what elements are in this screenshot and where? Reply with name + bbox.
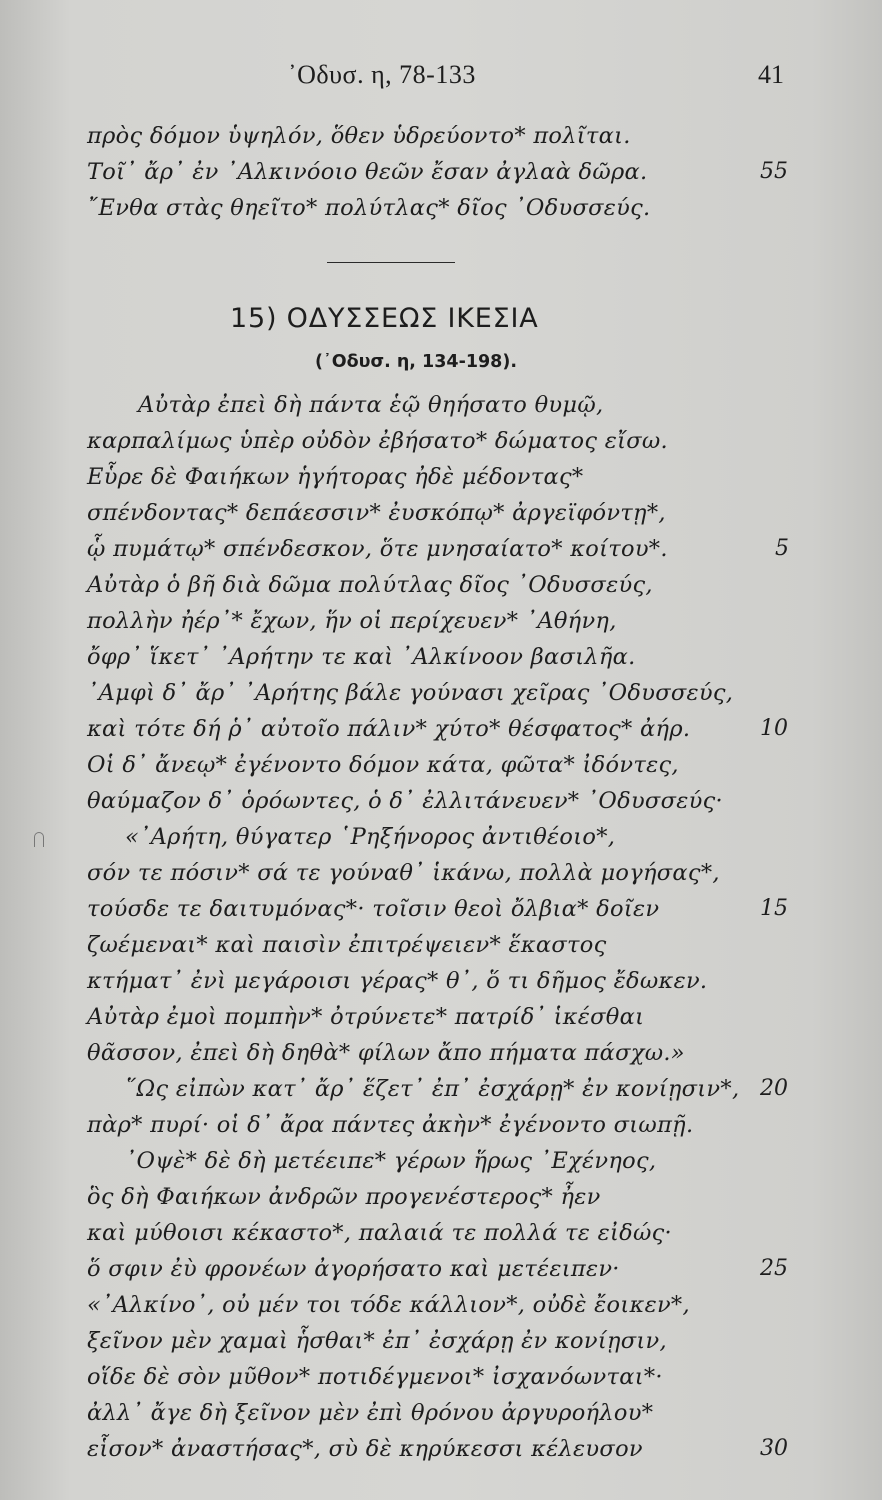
line-number: 15 [760,896,788,921]
verse-line [0,1148,882,1182]
verse-text: θᾶσσον, ἐπεὶ δὴ δηθὰ* φίλων ἄπο πήματα πάσχω.» [87,1040,685,1066]
verse-line [0,788,882,822]
verse-line [0,1436,882,1470]
line-number: 30 [760,1436,788,1461]
verse-text: καὶ τότε δή ῥ᾿ αὐτοῖο πάλιν* χύτο* θέσφατος* ἀήρ. [87,716,691,742]
verse-text: ᾧ πυμάτῳ* σπένδεσκον, ὅτε μνησαίατο* κοίτου*. [87,536,668,562]
verse-line [0,752,882,786]
verse-line [0,608,882,642]
verse-text: εἷσον* ἀναστήσας*, σὺ δὲ κηρύκεσσι κέλευσον [87,1436,643,1462]
verse-text: Αὐτὰρ ἐμοὶ πομπὴν* ὀτρύνετε* πατρίδ᾿ ἱκέσθαι [87,1004,645,1030]
verse-line [0,932,882,966]
verse-line [0,195,882,229]
line-number: 5 [775,536,789,561]
verse-text: «᾿Αλκίνο᾿, οὐ μέν τοι τόδε κάλλιον*, οὐδὲ ἔοικεν*, [87,1292,690,1318]
line-number: 25 [760,1256,788,1281]
verse-text: πολλὴν ἠέρ᾿* ἔχων, ἥν οἱ περίχευεν* ᾿Αθήνη, [87,608,617,634]
verse-text: καὶ μύθοισι κέκαστο*, παλαιά τε πολλά τε εἰδώς· [87,1220,672,1246]
verse-line [0,1112,882,1146]
verse-text: ξεῖνον μὲν χαμαὶ ἧσθαι* ἐπ᾿ ἐσχάρῃ ἐν κονίῃσιν, [87,1328,667,1354]
verse-text: ῞Ως εἰπὼν κατ᾿ ἄρ᾿ ἕζετ᾿ ἐπ᾿ ἐσχάρῃ* ἐν κονίῃσιν*, [125,1076,740,1102]
verse-text: πὰρ* πυρί· οἱ δ᾿ ἄρα πάντες ἀκὴν* ἐγένοντο σιωπῇ. [87,1112,694,1138]
section-reference: (᾿Οδυσ. η, 134-198). [315,352,518,372]
verse-text: Εὗρε δὲ Φαιήκων ἡγήτορας ἠδὲ μέδοντας* [87,464,584,490]
verse-line [0,896,882,930]
verse-text: σπένδοντας* δεπάεσσιν* ἐυσκόπῳ* ἀργεϊφόντῃ*, [87,500,666,526]
verse-line [0,572,882,606]
verse-line [0,1400,882,1434]
verse-text: Αὐτὰρ ὁ βῆ διὰ δῶμα πολύτλας δῖος ᾿Οδυσσεύς, [87,572,653,598]
verse-line [0,824,882,858]
page-number: 41 [758,60,784,89]
verse-text: ῎Ενθα στὰς θηεῖτο* πολύτλας* δῖος ᾿Οδυσσεύς. [87,195,651,221]
line-number: 20 [760,1076,788,1101]
verse-line [0,392,882,426]
verse-text: ζωέμεναι* καὶ παισὶν ἐπιτρέψειεν* ἕκαστος [87,932,607,958]
verse-line [0,1004,882,1038]
verse-line [0,1076,882,1110]
verse-text: Οἱ δ᾿ ἄνεῳ* ἐγένοντο δόμον κάτα, φῶτα* ἰδόντες, [87,752,679,778]
verse-line [0,536,882,570]
verse-line [0,1364,882,1398]
verse-line [0,1220,882,1254]
verse-text: οἵδε δὲ σὸν μῦθον* ποτιδέγμενοι* ἰσχανόωνται*· [87,1364,663,1390]
verse-line [0,644,882,678]
line-number: 55 [760,159,788,184]
verse-text: ἀλλ᾿ ἄγε δὴ ξεῖνον μὲν ἐπὶ θρόνου ἀργυροήλου* [87,1400,654,1426]
page-header [0,60,882,96]
verse-text: σόν τε πόσιν* σά τε γούναθ᾿ ἱκάνω, πολλὰ μογήσας*, [87,860,720,886]
verse-line [0,860,882,894]
line-number: 10 [760,716,788,741]
verse-line [0,1292,882,1326]
verse-line [0,1256,882,1290]
verse-line [0,1040,882,1074]
verse-line [0,1184,882,1218]
margin-pencil-mark [34,832,44,847]
verse-text: ὅ σφιν ἐὺ φρονέων ἀγορήσατο καὶ μετέειπεν· [87,1256,620,1282]
verse-text: θαύμαζον δ᾿ ὁρόωντες, ὁ δ᾿ ἐλλιτάνευεν* ᾿Οδυσσεύς· [87,788,723,814]
verse-text: πρὸς δόμον ὑψηλόν, ὅθεν ὑδρεύοντο* πολῖται. [87,123,631,149]
verse-text: τούσδε τε δαιτυμόνας*· τοῖσιν θεοὶ ὄλβια* δοῖεν [87,896,660,922]
verse-text: ὃς δὴ Φαιήκων ἀνδρῶν προγενέστερος* ἦεν [87,1184,601,1210]
verse-line [0,680,882,714]
verse-line [0,716,882,750]
verse-line [0,159,882,193]
running-head: ᾿Οδυσ. η, 78-133 [288,60,476,89]
verse-text: «᾿Αρήτη, θύγατερ ῾Ρηξήνορος ἀντιθέοιο*, [125,824,616,850]
verse-line [0,968,882,1002]
verse-text: ᾿Οψὲ* δὲ δὴ μετέειπε* γέρων ἥρως ᾿Εχένηος, [125,1148,657,1174]
verse-text: Αὐτὰρ ἐπεὶ δὴ πάντα ἑῷ θηήσατο θυμῷ, [138,392,604,418]
verse-text: κτήματ᾿ ἐνὶ μεγάροισι γέρας* θ᾿, ὅ τι δῆμος ἔδωκεν. [87,968,708,994]
verse-text: καρπαλίμως ὑπὲρ οὐδὸν ἐβήσατο* δώματος εἴσω. [87,428,668,454]
verse-line [0,500,882,534]
verse-line [0,1328,882,1362]
verse-line [0,123,882,157]
verse-text: Τοῖ᾿ ἄρ᾿ ἐν ᾿Αλκινόοιο θεῶν ἔσαν ἀγλαὰ δῶρα. [87,159,648,185]
verse-line [0,428,882,462]
section-title: 15) ΟΔΥΣΣΕΩΣ ΙΚΕΣΙΑ [230,303,539,334]
verse-text: ὄφρ᾿ ἵκετ᾿ ᾿Αρήτην τε καὶ ᾿Αλκίνοον βασιλῆα. [87,644,636,670]
verse-text: ᾿Αμφὶ δ᾿ ἄρ᾿ ᾿Αρήτης βάλε γούνασι χεῖρας ᾿Οδυσσεύς, [87,680,734,706]
verse-line [0,464,882,498]
section-divider [327,262,455,263]
